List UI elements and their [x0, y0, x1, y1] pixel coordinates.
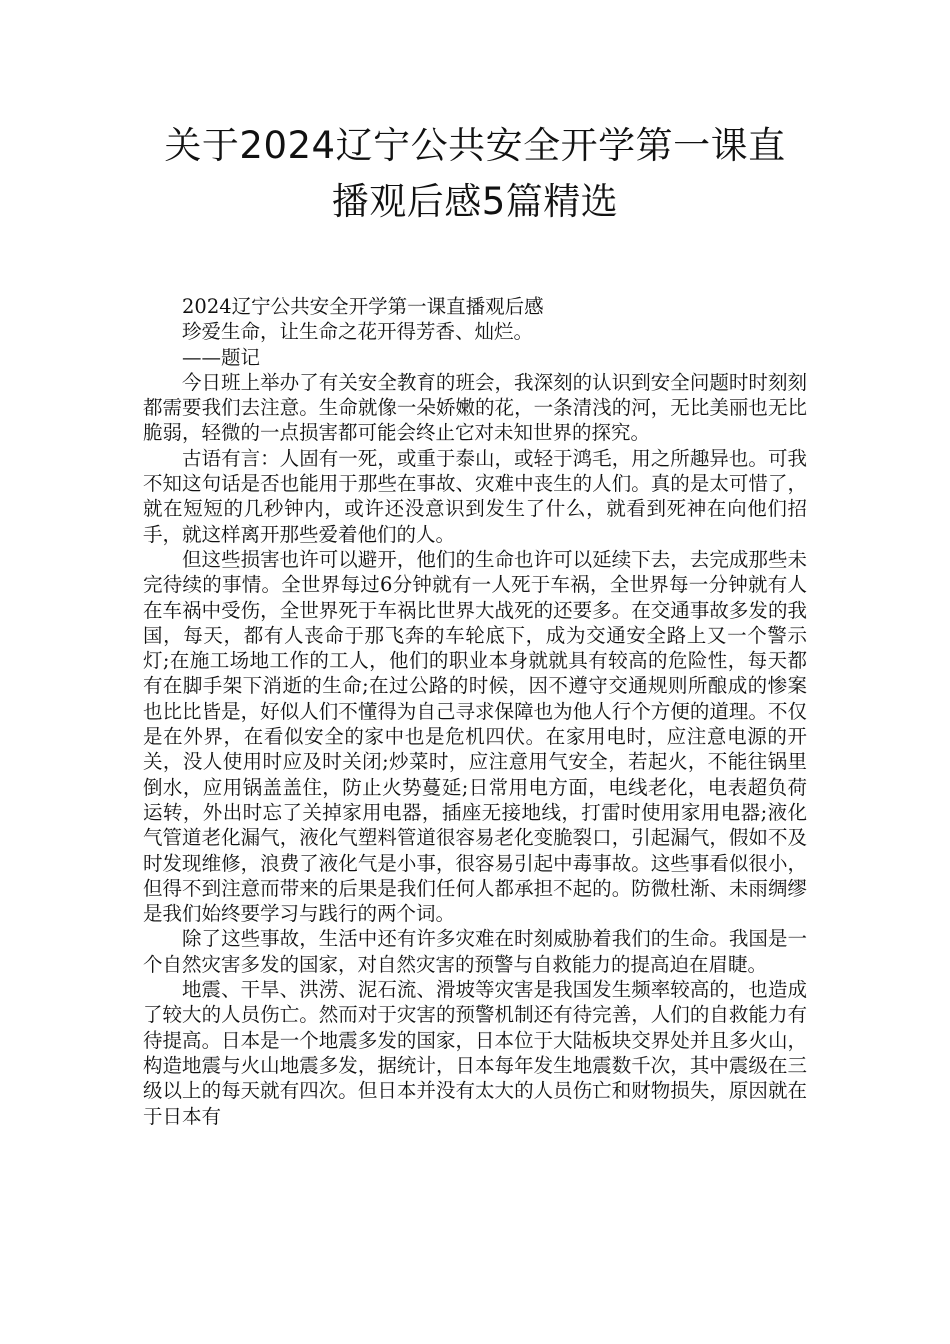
body-paragraph: 但这些损害也许可以避开，他们的生命也许可以延续下去，去完成那些未完待续的事情。全世界每过6分钟就有一人死于车祸，全世界每一分钟就有人在车祸中受伤，全世界死于车祸比世界大战死的还要多。在交通事故多发的我国，每天，都有人丧命于那飞奔的车轮底下，成为交通安全路上又一个警示灯;在施工场地工作的工人，他们的职业本身就就具有较高的危险性，每天都有在脚手架下消逝的生命;在过公路的时候，因不遵守交通规则所酿成的惨案也比比皆是，好似人们不懂得为自己寻求保障也为他人行个方便的道理。不仅是在外界，在看似安全的家中也是危机四伏。在家用电时，应注意电源的开关，没人使用时应及时关闭;炒菜时，应注意用气安全，若起火，不能往锅里倒水，应用锅盖盖住，防止火势蔓延;日常用电方面，电线老化，电表超负荷运转，外出时忘了关掉家用电器，插座无接地线，打雷时使用家用电器;液化气管道老化漏气，液化气塑料管道很容易老化变脆裂口，引起漏气，假如不及时发现维修，浪费了液化气是小事，很容易引起中毒事故。这些事看似很小，但得不到注意而带来的后果是我们任何人都承担不起的。防微杜渐、未雨绸缪是我们始终要学习与践行的两个词。: [143, 547, 807, 926]
title-line-2: 播观后感5篇精选: [331, 180, 619, 223]
subtitle-paragraph: 2024辽宁公共安全开学第一课直播观后感: [182, 295, 544, 318]
body-paragraph: 古语有言：人固有一死，或重于泰山，或轻于鸿毛，用之所趣异也。可我不知这句话是否也能用于那些在事故、灾难中丧生的人们。真的是太可惜了，就在短短的几秒钟内，或许还没意识到发生了什么，就看到死神在向他们招手，就这样离开那些爱着他们的人。: [143, 446, 807, 546]
document-body: [143, 294, 807, 1129]
epigraph-paragraph: 珍爱生命，让生命之花开得芳香、灿烂。: [182, 320, 534, 344]
epigraph-attribution: ——题记: [182, 345, 261, 369]
document-title: [120, 118, 830, 230]
body-paragraph: 今日班上举办了有关安全教育的班会，我深刻的认识到安全问题时时刻刻都需要我们去注意。生命就像一朵娇嫩的花，一条清浅的河，无比美丽也无比脆弱，轻微的一点损害都可能会终止它对未知世界的探究。: [143, 370, 807, 445]
body-paragraph: 除了这些事故，生活中还有许多灾难在时刻威胁着我们的生命。我国是一个自然灾害多发的国家，对自然灾害的预警与自救能力的提高迫在眉睫。: [143, 927, 807, 976]
title-line-1: 关于2024辽宁公共安全开学第一课直: [164, 124, 786, 167]
body-paragraph: 地震、干旱、洪涝、泥石流、滑坡等灾害是我国发生频率较高的，也造成了较大的人员伤亡。然而对于灾害的预警机制还有待完善，人们的自救能力有待提高。日本是一个地震多发的国家，日本位于大陆板块交界处并且多火山，构造地震与火山地震多发，据统计，日本每年发生地震数千次，其中震级在三级以上的每天就有四次。但日本并没有太大的人员伤亡和财物损失，原因就在于日本有: [143, 978, 807, 1128]
